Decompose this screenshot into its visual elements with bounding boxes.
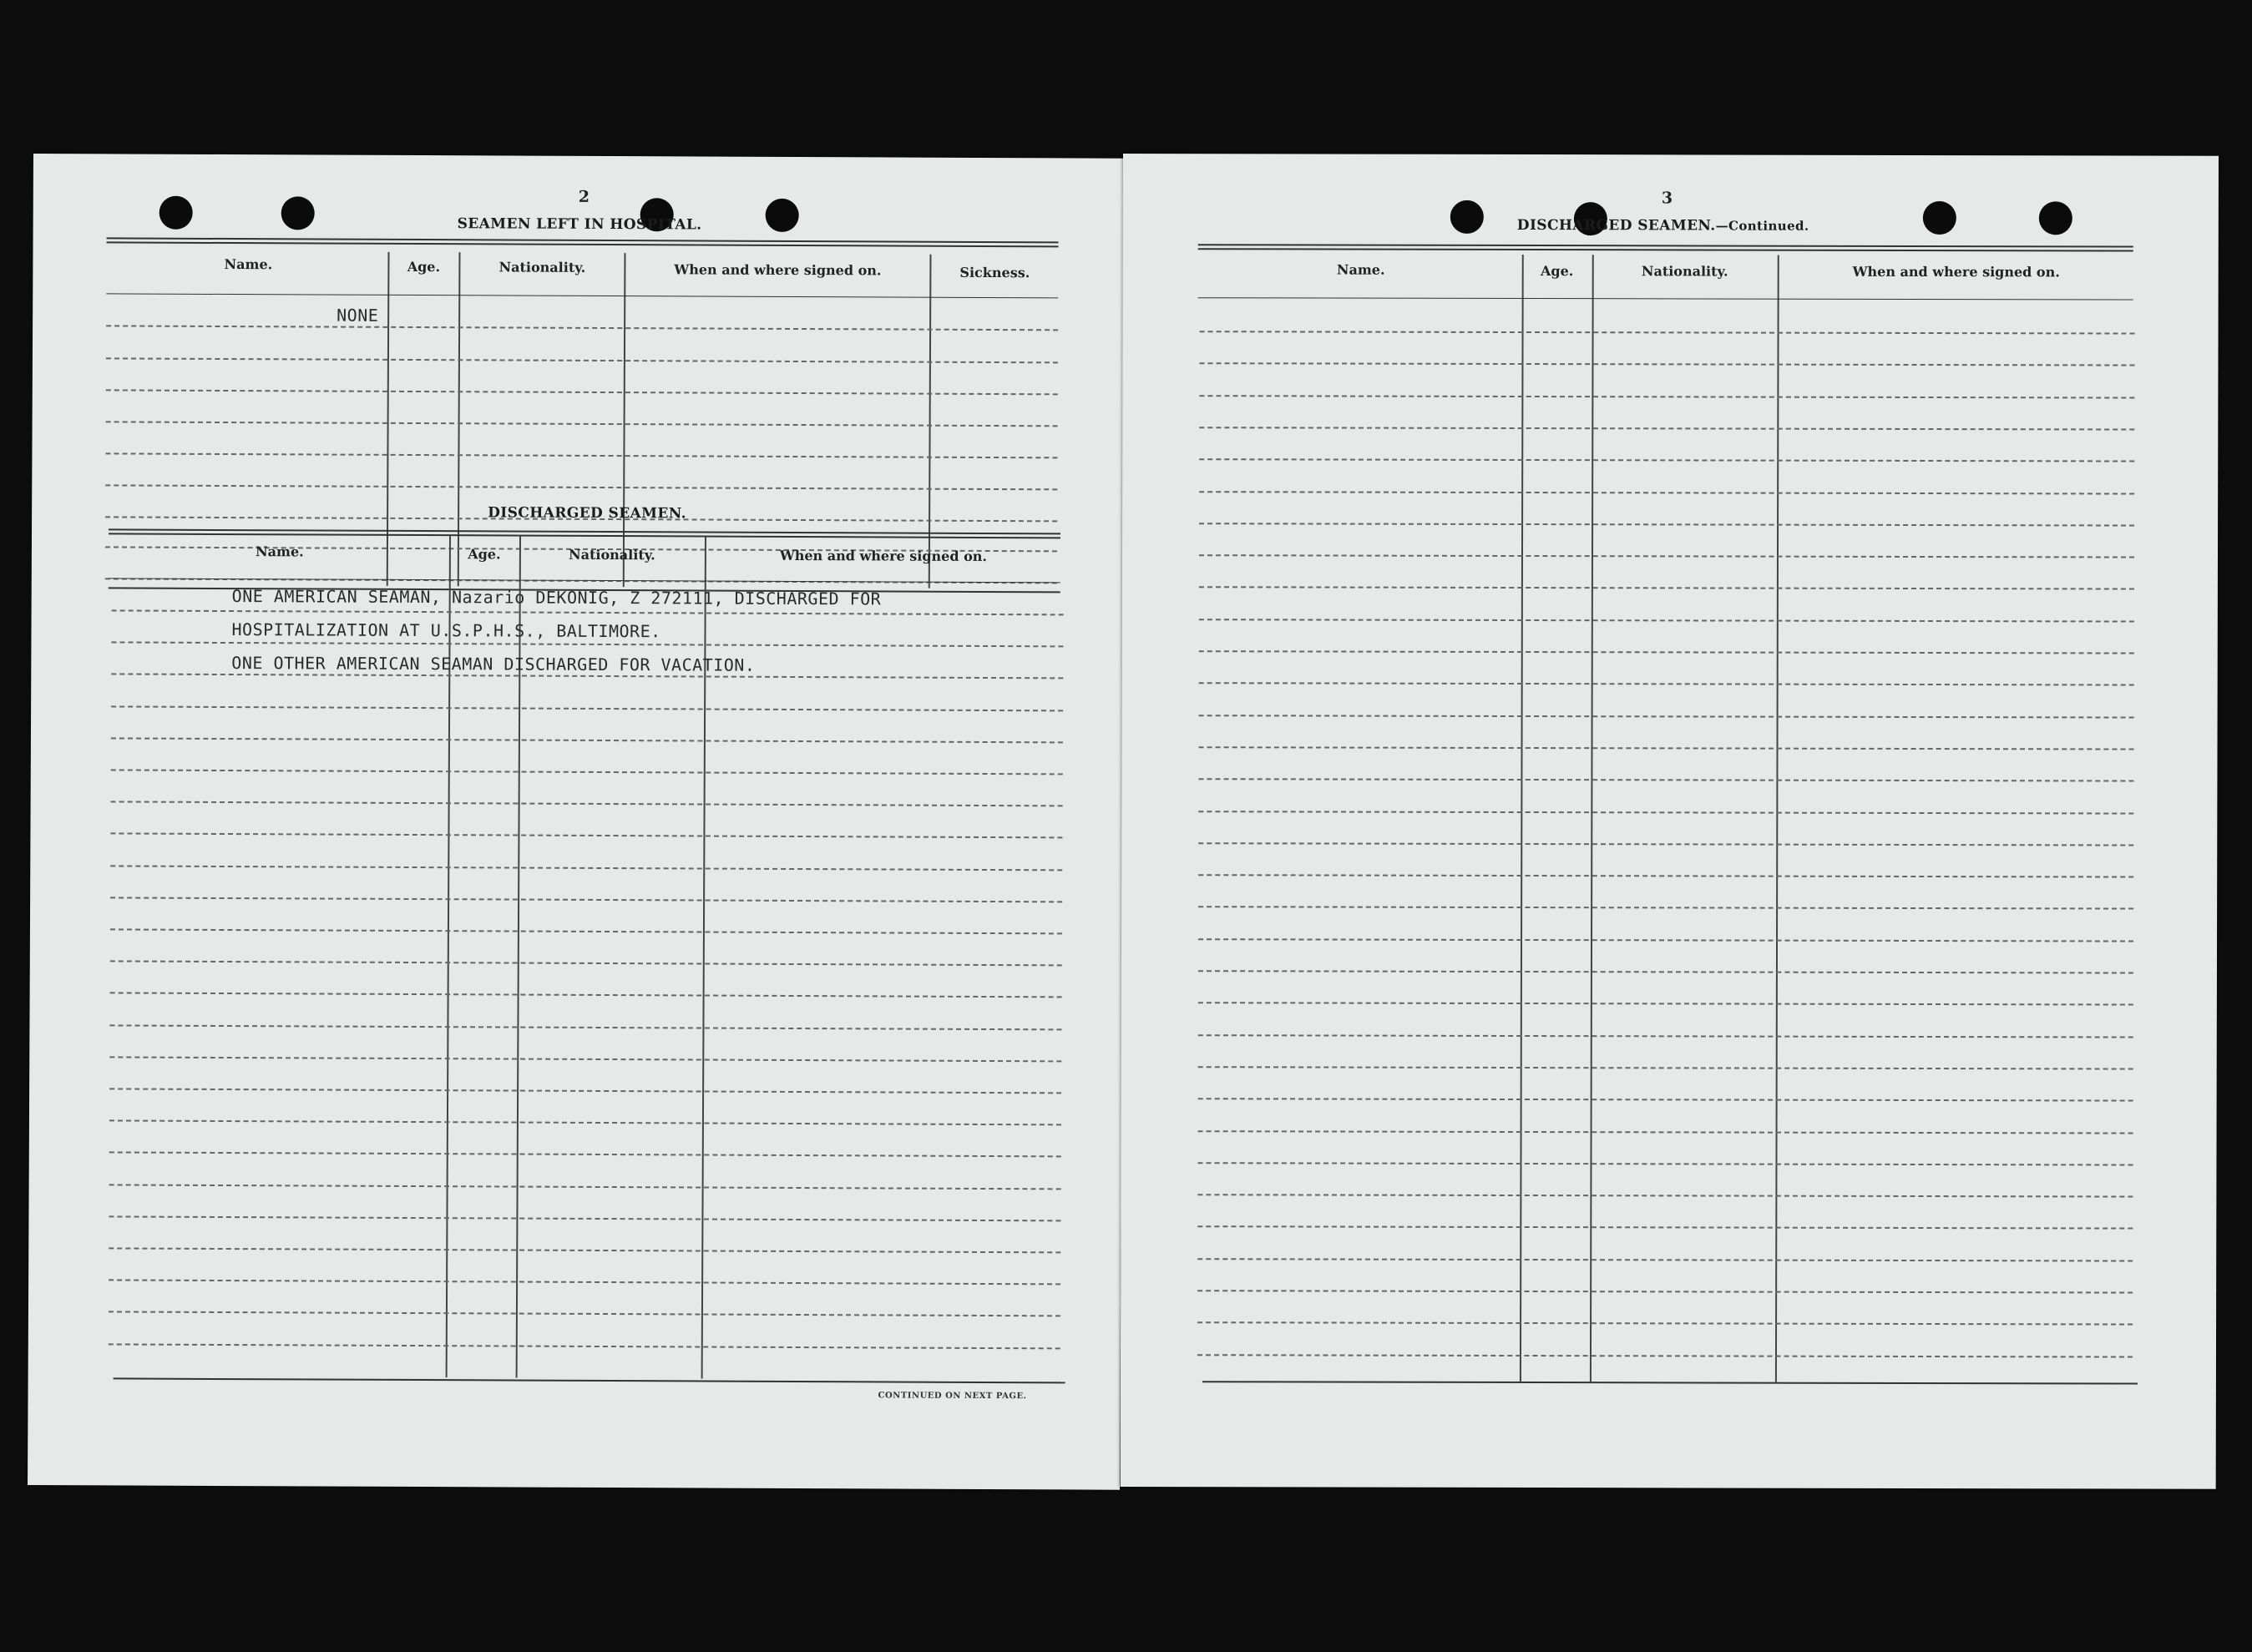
dotted-line (1198, 970, 2133, 973)
punch-hole (1923, 201, 1956, 235)
double-rule (109, 528, 1060, 538)
punch-hole (159, 196, 193, 230)
dotted-line (1198, 1130, 2133, 1134)
dotted-line (106, 389, 1058, 395)
dotted-line (1199, 619, 2134, 622)
dotted-line (1199, 395, 2134, 398)
column-header-nationality: Nationality. (1641, 263, 1728, 280)
dotted-line (1199, 458, 2134, 462)
punch-hole (766, 199, 799, 232)
dotted-line (109, 1024, 1061, 1030)
column-divider (1775, 255, 1779, 1382)
punch-hole (1450, 200, 1484, 234)
dotted-line (1198, 874, 2133, 877)
dotted-line (105, 484, 1057, 490)
dotted-line (1199, 715, 2134, 718)
dotted-line (110, 865, 1062, 871)
dotted-line (1197, 1194, 2133, 1197)
bottom-rule (114, 1377, 1065, 1383)
header-rule (109, 578, 1060, 583)
column-header-age: Age. (1540, 263, 1574, 280)
punch-hole (281, 196, 315, 230)
column-header-age: Age. (407, 258, 441, 275)
typed-line: HOSPITALIZATION AT U.S.P.H.S., BALTIMORE. (231, 619, 661, 642)
hospital-entry: NONE (337, 305, 379, 326)
header-rule (106, 293, 1058, 298)
dotted-line (1199, 682, 2134, 685)
dotted-line (109, 1343, 1060, 1349)
dotted-line (1200, 331, 2135, 334)
dotted-line (1198, 811, 2133, 814)
punch-hole (2039, 201, 2072, 235)
page-number: 2 (578, 187, 590, 206)
dotted-line (105, 452, 1057, 458)
column-header-signed-on: When and where signed on. (1852, 263, 2060, 280)
dotted-line (1197, 1354, 2133, 1357)
dotted-line (110, 961, 1062, 967)
ruled-lines (1123, 154, 2219, 156)
dotted-line (111, 705, 1063, 711)
dotted-line (1199, 650, 2134, 654)
dotted-line (110, 993, 1062, 998)
dotted-line (1198, 1098, 2133, 1101)
column-header-nationality: Nationality. (498, 259, 586, 275)
double-rule (1198, 244, 2133, 251)
dotted-line (1198, 1002, 2133, 1005)
dotted-line (1198, 1034, 2133, 1038)
dotted-line (1199, 746, 2134, 750)
right-page (1121, 154, 2219, 1489)
dotted-line (110, 928, 1062, 934)
header-rule (1198, 297, 2133, 300)
column-header-name: Name. (256, 543, 304, 560)
column-header-name: Name. (1336, 261, 1385, 278)
dotted-line (1198, 842, 2133, 846)
double-rule (107, 237, 1059, 247)
dotted-line (1199, 587, 2134, 590)
column-header-signed-on: When and where signed on. (674, 261, 882, 279)
dotted-line (111, 737, 1063, 743)
left-page (28, 154, 1126, 1490)
continued-footer: CONTINUED ON NEXT PAGE. (878, 1391, 1027, 1402)
dotted-line (109, 1215, 1060, 1221)
discharged-section-title: DISCHARGED SEAMEN. (488, 504, 686, 523)
typed-line: ONE AMERICAN SEAMAN, Nazario DEKONIG, Z 272111, DISCHARGED FOR (231, 586, 882, 609)
column-header-signed-on: When and where signed on. (779, 547, 988, 564)
dotted-line (1198, 778, 2133, 781)
dotted-line (111, 769, 1063, 775)
dotted-line (1199, 362, 2134, 366)
column-header-nationality: Nationality. (569, 546, 655, 563)
dotted-line (110, 897, 1062, 902)
dotted-line (111, 801, 1063, 807)
dotted-line (1197, 1162, 2133, 1165)
dotted-line (1199, 554, 2134, 558)
column-header-age: Age. (468, 546, 501, 563)
ruled-lines (33, 154, 1126, 159)
dotted-line (109, 1056, 1061, 1062)
dotted-line (106, 421, 1058, 427)
dotted-line (109, 1088, 1061, 1094)
typed-line: ONE OTHER AMERICAN SEAMAN DISCHARGED FOR VACATION. (231, 653, 756, 675)
column-divider (1590, 255, 1594, 1382)
dotted-line (109, 1184, 1061, 1190)
dotted-line (106, 357, 1058, 363)
dotted-line (109, 1311, 1060, 1317)
dotted-line (109, 1152, 1061, 1158)
dotted-line (1197, 1258, 2133, 1261)
dotted-line (106, 325, 1058, 331)
dotted-line (1199, 491, 2134, 494)
dotted-line (109, 1247, 1060, 1253)
dotted-line (109, 1280, 1060, 1286)
dotted-line (1198, 938, 2133, 942)
discharged-continued-title (1517, 217, 1809, 235)
dotted-line (109, 1120, 1061, 1126)
dotted-line (1198, 907, 2133, 910)
hospital-section-title: SEAMEN LEFT IN HOSPITAL. (457, 215, 702, 234)
dotted-line (1197, 1321, 2133, 1325)
column-header-name: Name. (224, 255, 273, 273)
dotted-line (1198, 1066, 2133, 1069)
page-number: 3 (1661, 189, 1673, 208)
title-text: DISCHARGED SEAMEN. (1516, 216, 1716, 235)
dotted-line (110, 833, 1062, 839)
dotted-line (1197, 1226, 2133, 1230)
title-suffix: —Continued. (1715, 218, 1809, 234)
dotted-line (1199, 427, 2134, 430)
dotted-line (112, 609, 1064, 615)
column-divider (1520, 255, 1524, 1382)
column-header-sickness: Sickness. (959, 264, 1030, 281)
bottom-rule (1202, 1381, 2138, 1384)
dotted-line (1197, 1290, 2133, 1293)
dotted-line (111, 642, 1063, 648)
dotted-line (1199, 523, 2134, 526)
